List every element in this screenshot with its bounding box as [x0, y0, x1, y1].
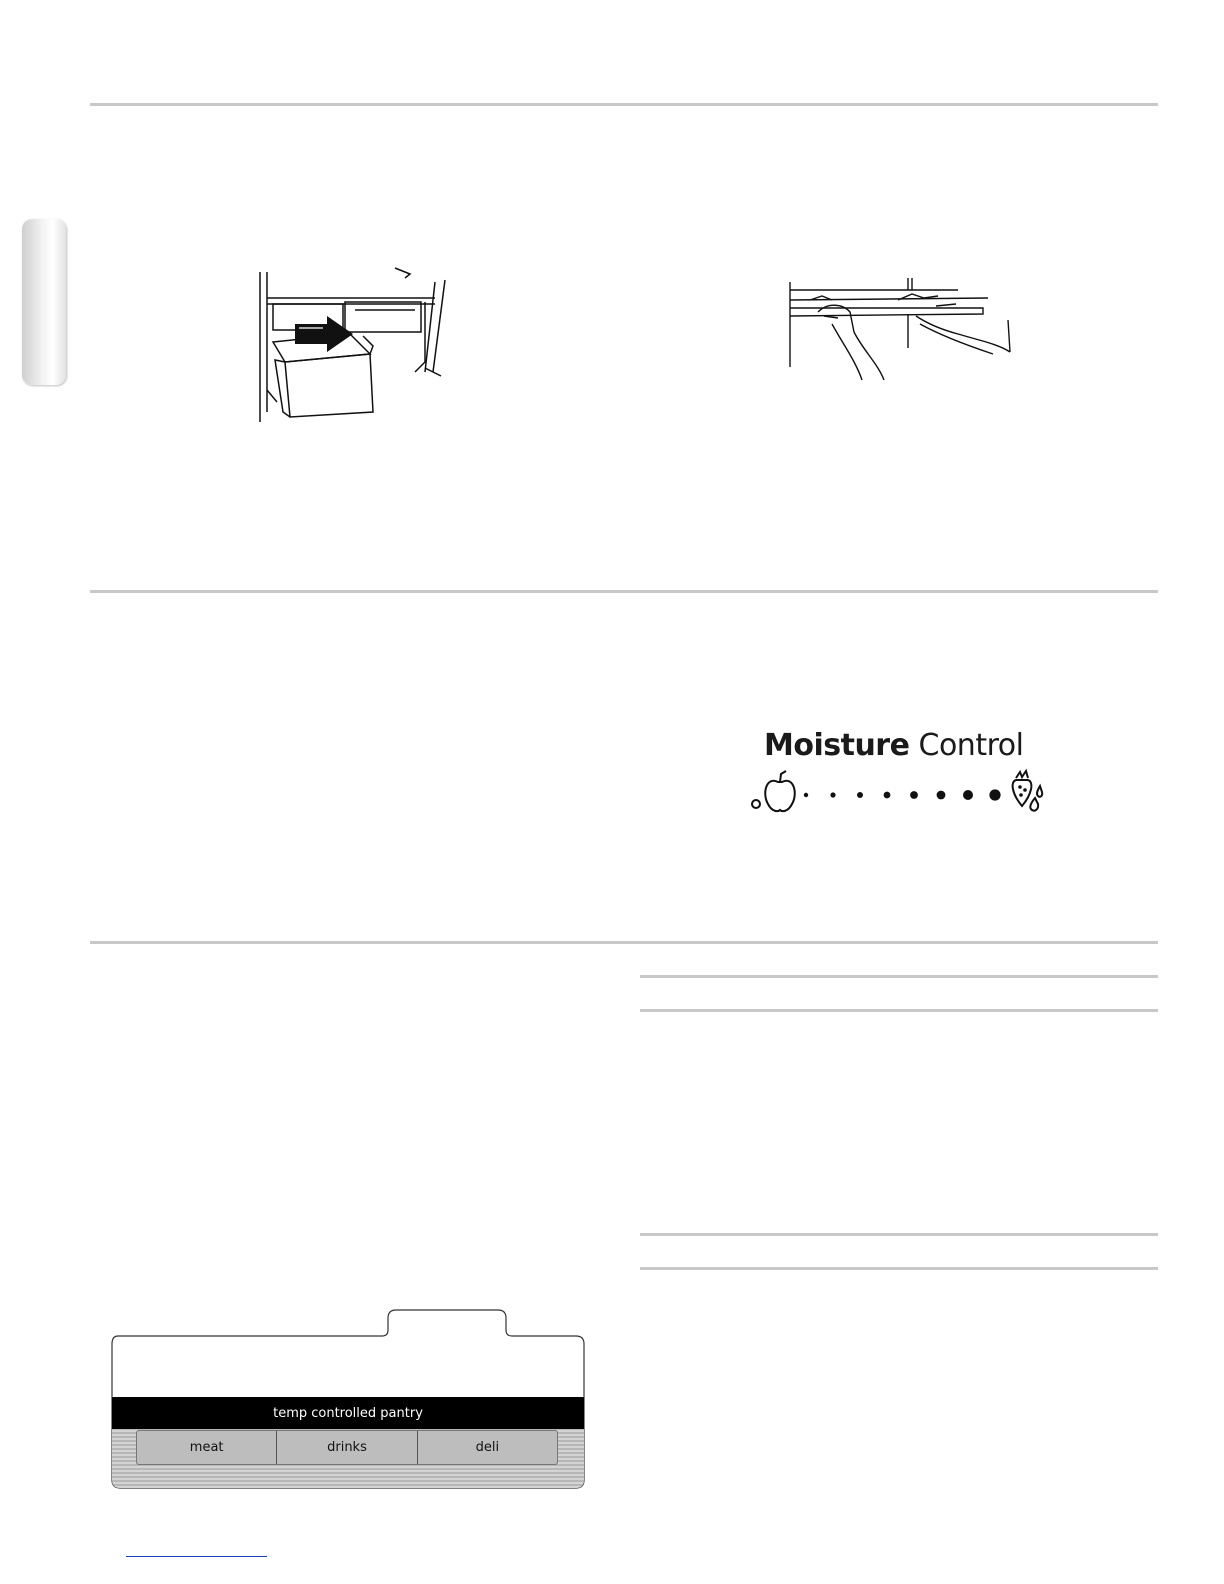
moisture-control-title [764, 728, 1023, 763]
pantry-control-panel [110, 1308, 586, 1490]
moisture-scale [740, 768, 1060, 818]
right-column-rule-3 [640, 1233, 1158, 1236]
side-tab [22, 219, 66, 385]
apple-icon [752, 771, 795, 811]
moisture-level-dots [804, 789, 1001, 800]
section-divider-lower [90, 941, 1158, 944]
deli-button[interactable]: deli [475, 1440, 500, 1455]
pantry-mode-buttons [136, 1430, 558, 1465]
section-divider-top [90, 103, 1158, 106]
strawberry-icon [1013, 771, 1043, 811]
shelf-removal-illustration [788, 272, 1023, 384]
right-column-rule-2 [640, 1009, 1158, 1012]
moisture-title-light: Control [918, 728, 1024, 763]
link-underline [126, 1556, 267, 1557]
crisper-drawer-illustration [255, 262, 450, 427]
moisture-title-bold: Moisture [764, 728, 910, 763]
right-column-rule-4 [640, 1267, 1158, 1270]
drinks-button[interactable]: drinks [277, 1431, 417, 1464]
pantry-panel-title: temp controlled pantry [112, 1397, 584, 1429]
section-divider-middle [90, 590, 1158, 593]
right-column-rule-1 [640, 975, 1158, 978]
meat-button[interactable]: meat [137, 1431, 277, 1464]
moisture-control-graphic [740, 728, 1070, 823]
